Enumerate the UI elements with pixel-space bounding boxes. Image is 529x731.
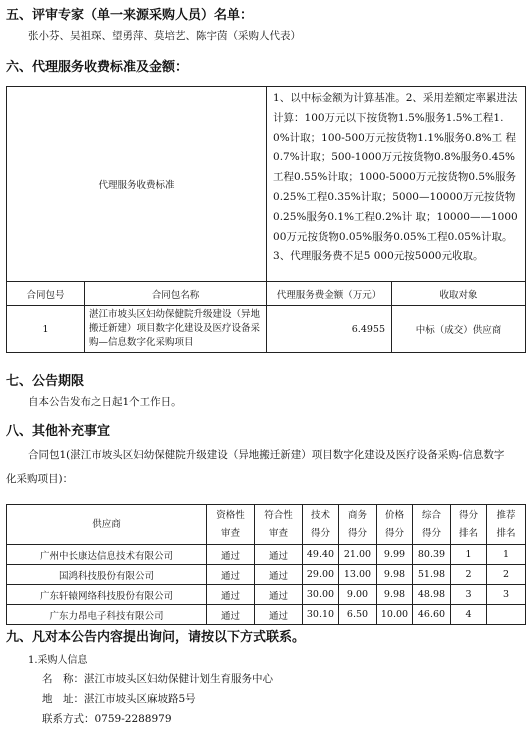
compliance-result: 通过 (255, 585, 303, 605)
header-package-no: 合同包号 (7, 282, 85, 306)
total-score: 48.98 (413, 585, 451, 605)
recommend-rank: 1 (487, 545, 526, 565)
expert-names: 张小芬、吴祖琛、望勇萍、莫培艺、陈宇茵（采购人代表） (28, 30, 301, 42)
purchaser-name (42, 671, 273, 686)
qualification-result: 通过 (207, 545, 255, 565)
price-score: 10.00 (377, 605, 413, 625)
header-score-rank: 得分 排名 (451, 505, 487, 545)
supplier-name: 广东力昂电子科技有限公司 (7, 605, 207, 625)
total-score: 46.60 (413, 605, 451, 625)
recommend-rank: 3 (487, 585, 526, 605)
table-row (7, 565, 526, 585)
header-fee-target: 收取对象 (392, 282, 526, 306)
qualification-result: 通过 (207, 565, 255, 585)
price-score: 9.98 (377, 585, 413, 605)
price-score: 9.98 (377, 565, 413, 585)
recommend-rank: 2 (487, 565, 526, 585)
purchaser-address-value: 湛江市坡头区麻坡路5号 (84, 693, 196, 705)
purchaser-address-label: 地 址： (42, 693, 84, 705)
fee-amount: 6.4955 (267, 306, 392, 353)
total-score: 51.98 (413, 565, 451, 585)
business-score: 9.00 (339, 585, 377, 605)
compliance-result: 通过 (255, 565, 303, 585)
purchaser-phone (42, 711, 172, 726)
header-total-score: 综合 得分 (413, 505, 451, 545)
purchaser-phone-value: 0759-2288979 (94, 713, 172, 725)
business-score: 13.00 (339, 565, 377, 585)
table-row (7, 605, 526, 625)
score-table-header (7, 505, 526, 545)
business-score: 21.00 (339, 545, 377, 565)
score-rank: 2 (451, 565, 487, 585)
recommend-rank (487, 605, 526, 625)
qualification-result: 通过 (207, 585, 255, 605)
header-supplier: 供应商 (7, 505, 207, 545)
tech-score: 30.10 (303, 605, 339, 625)
supplier-name: 广东轩辕网络科技股份有限公司 (7, 585, 207, 605)
table-row (7, 585, 526, 605)
section-5-heading: 五、评审专家（单一来源采购人员）名单： (6, 8, 254, 23)
purchaser-name-value: 湛江市坡头区妇幼保健计划生育服务中心 (84, 673, 273, 685)
fee-table (6, 86, 526, 353)
business-score: 6.50 (339, 605, 377, 625)
supplement-text-line-1: 合同包1(湛江市坡头区妇幼保健院升级建设（异地搬迁新建）项目数字化建设及医疗设备采购-信息数字 (28, 449, 505, 461)
package-name: 湛江市坡头区妇幼保健院升级建设（异地搬迁新建）项目数字化建设及医疗设备采购—信息数字化采购项目 (85, 306, 267, 353)
package-no: 1 (7, 306, 85, 353)
header-business-score: 商务 得分 (339, 505, 377, 545)
header-recommend-rank: 推荐 排名 (487, 505, 526, 545)
header-package-name: 合同包名称 (85, 282, 267, 306)
purchaser-address (42, 691, 196, 706)
compliance-result: 通过 (255, 545, 303, 565)
purchaser-phone-label: 联系方式： (42, 713, 95, 725)
header-fee-amount: 代理服务费金额（万元） (267, 282, 392, 306)
notice-period-text: 自本公告发布之日起1个工作日。 (28, 396, 182, 408)
header-qualification: 资格性 审查 (207, 505, 255, 545)
tech-score: 30.00 (303, 585, 339, 605)
supplier-name: 广州中长康达信息技术有限公司 (7, 545, 207, 565)
header-compliance: 符合性 审查 (255, 505, 303, 545)
fee-standard-text: 1、以中标金额为计算基准。2、采用差额定率累进法计算：100万元以下按货物1.5%服务1.5%工程1.0%计取；100-500万元按货物1.1%服务0.8%工 程0.7%计取；500-1000万元按货物0.8%服务0.45%工程0.55%计取；1000-5000万元按货物0.5%服务0.25%工程0.35%计取；5000—10000万元按货物0.25%服务0.1%工程0.2%计 取；10000——100000万元按货物0.05%服务0.05%工程0.05%计取。3、代理服务费不足5 000元按5000元收取。 (267, 87, 526, 282)
fee-target: 中标（成交）供应商 (392, 306, 526, 353)
supplier-name: 国鸿科技股份有限公司 (7, 565, 207, 585)
qualification-result: 通过 (207, 605, 255, 625)
purchaser-info-title: 1.采购人信息 (28, 655, 88, 666)
score-table (6, 504, 526, 625)
section-6-heading: 六、代理服务收费标准及金额： (6, 60, 189, 75)
score-rank: 3 (451, 585, 487, 605)
header-price-score: 价格 得分 (377, 505, 413, 545)
table-row (7, 545, 526, 565)
score-rank: 1 (451, 545, 487, 565)
total-score: 80.39 (413, 545, 451, 565)
fee-standard-row (7, 87, 526, 282)
section-9-heading: 九、凡对本公告内容提出询问，请按以下方式联系。 (6, 630, 306, 645)
purchaser-name-label: 名 称： (42, 673, 84, 685)
supplement-text-line-2: 化采购项目)： (6, 473, 74, 485)
score-rank: 4 (451, 605, 487, 625)
tech-score: 29.00 (303, 565, 339, 585)
compliance-result: 通过 (255, 605, 303, 625)
fee-table-row (7, 306, 526, 353)
tech-score: 49.40 (303, 545, 339, 565)
section-7-heading: 七、公告期限 (6, 374, 85, 389)
fee-table-header (7, 282, 526, 306)
price-score: 9.99 (377, 545, 413, 565)
section-8-heading: 八、其他补充事宜 (6, 424, 111, 439)
fee-standard-label: 代理服务收费标准 (7, 87, 267, 282)
header-tech-score: 技术 得分 (303, 505, 339, 545)
